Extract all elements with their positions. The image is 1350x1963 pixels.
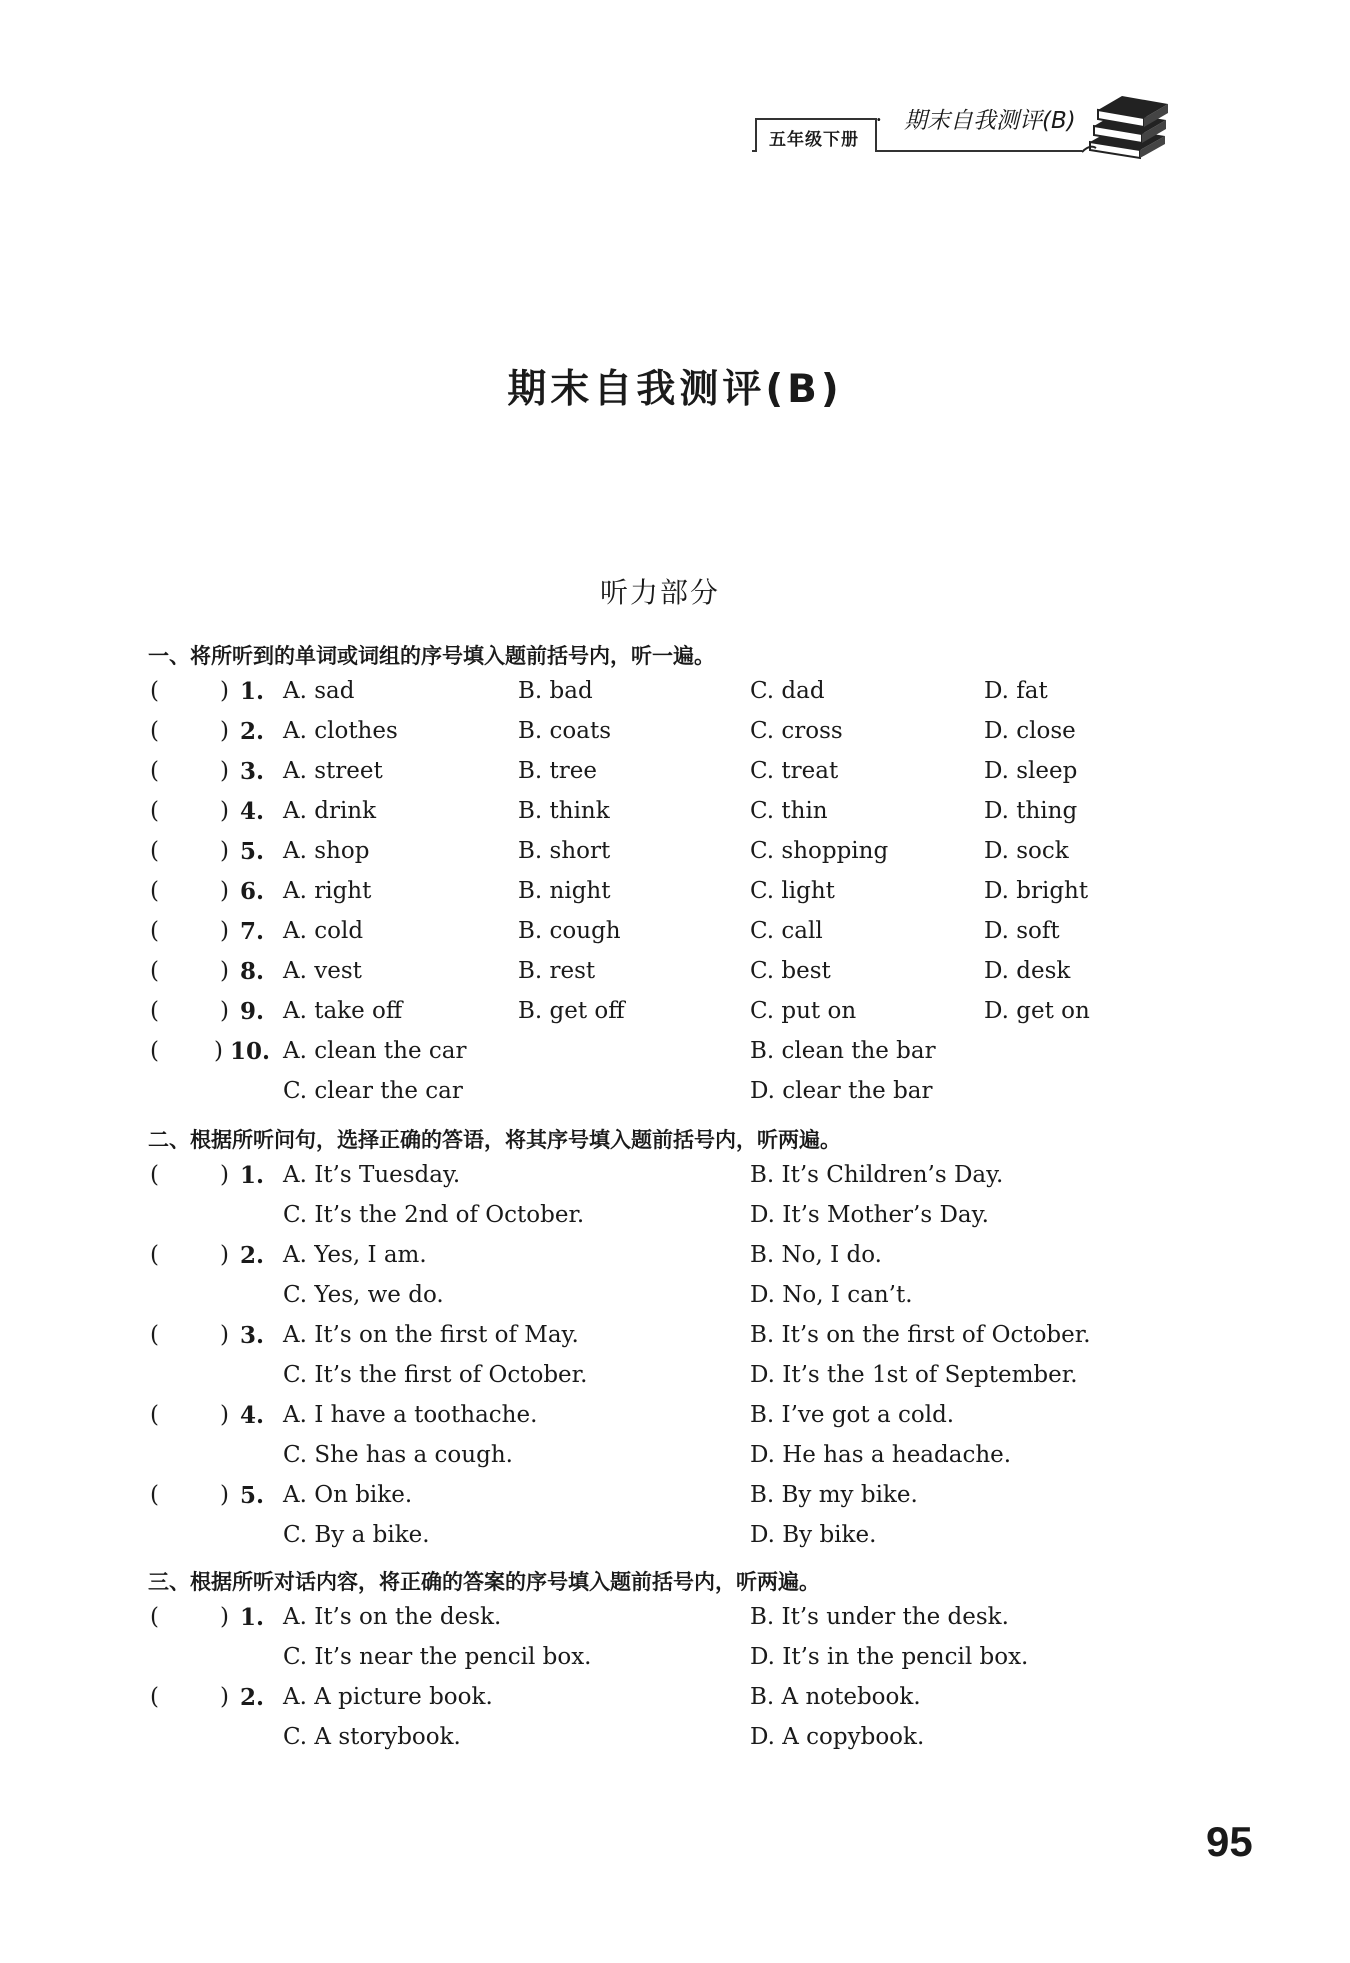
option-c: C. put on	[750, 998, 857, 1024]
option-a: A. shop	[283, 838, 370, 864]
option-c: C. Yes, we do.	[283, 1282, 444, 1308]
question-number: 2.	[240, 1684, 265, 1711]
answer-paren-close: )	[220, 758, 229, 784]
option-a: A. take off	[283, 998, 403, 1024]
question-row	[0, 958, 1350, 998]
answer-paren-close: )	[220, 1322, 229, 1348]
option-d: D. fat	[984, 678, 1048, 704]
option-d: D. thing	[984, 798, 1078, 824]
question-row	[0, 1202, 1350, 1242]
option-b: B. cough	[518, 918, 621, 944]
question-row	[0, 1724, 1350, 1764]
question-row	[0, 1684, 1350, 1724]
question-row	[0, 1362, 1350, 1402]
option-b: B. bad	[518, 678, 593, 704]
answer-paren-open: (	[150, 718, 159, 744]
answer-paren-open: (	[150, 1162, 159, 1188]
question-row	[0, 1078, 1350, 1118]
answer-paren-open: (	[150, 958, 159, 984]
answer-paren-open: (	[150, 838, 159, 864]
question-row	[0, 798, 1350, 838]
grade-label-box	[755, 118, 877, 152]
answer-paren-open: (	[150, 678, 159, 704]
answer-paren-close: )	[220, 678, 229, 704]
option-a: A. It’s Tuesday.	[283, 1162, 461, 1188]
running-header	[752, 100, 1172, 162]
question-row	[0, 1604, 1350, 1644]
option-a: A. cold	[283, 918, 364, 944]
question-row	[0, 1522, 1350, 1562]
question-number: 7.	[240, 918, 265, 945]
option-d: D. clear the bar	[750, 1078, 933, 1104]
option-b: B. get off	[518, 998, 625, 1024]
question-number: 4.	[240, 798, 265, 825]
option-a: A. It’s on the first of May.	[283, 1322, 579, 1348]
option-a: A. Yes, I am.	[283, 1242, 427, 1268]
option-b: B. A notebook.	[750, 1684, 921, 1710]
option-c: C. By a bike.	[283, 1522, 430, 1548]
section-heading-1: 一、将所听到的单词或词组的序号填入题前括号内，听一遍。	[148, 644, 715, 668]
answer-paren-close: )	[220, 998, 229, 1024]
option-c: C. shopping	[750, 838, 889, 864]
option-b: B. By my bike.	[750, 1482, 918, 1508]
question-row	[0, 1162, 1350, 1202]
option-b: B. rest	[518, 958, 596, 984]
question-number: 1.	[240, 1604, 265, 1631]
answer-paren-open: (	[150, 798, 159, 824]
answer-paren-open: (	[150, 918, 159, 944]
question-row	[0, 838, 1350, 878]
question-row	[0, 1482, 1350, 1522]
option-c: C. clear the car	[283, 1078, 463, 1104]
question-number: 2.	[240, 1242, 265, 1269]
option-a: A. It’s on the desk.	[283, 1604, 502, 1630]
option-d: D. It’s Mother’s Day.	[750, 1202, 989, 1228]
option-c: C. She has a cough.	[283, 1442, 513, 1468]
option-b: B. It’s on the first of October.	[750, 1322, 1091, 1348]
option-d: D. sock	[984, 838, 1069, 864]
answer-paren-open: (	[150, 1604, 159, 1630]
option-d: D. He has a headache.	[750, 1442, 1012, 1468]
option-d: D. soft	[984, 918, 1060, 944]
option-b: B. It’s under the desk.	[750, 1604, 1009, 1630]
question-number: 3.	[240, 1322, 265, 1349]
answer-paren-open: (	[150, 1242, 159, 1268]
question-row	[0, 998, 1350, 1038]
answer-paren-close: )	[220, 718, 229, 744]
option-a: A. I have a toothache.	[283, 1402, 538, 1428]
option-d: D. get on	[984, 998, 1090, 1024]
option-c: C. It’s the 2nd of October.	[283, 1202, 585, 1228]
question-row	[0, 758, 1350, 798]
question-row	[0, 1038, 1350, 1078]
answer-paren-open: (	[150, 998, 159, 1024]
option-d: D. close	[984, 718, 1076, 744]
option-a: A. sad	[283, 678, 355, 704]
option-c: C. thin	[750, 798, 828, 824]
page-title: 期末自我测评(B)	[507, 367, 843, 412]
option-a: A. On bike.	[283, 1482, 413, 1508]
option-a: A. street	[283, 758, 383, 784]
option-b: B. tree	[518, 758, 597, 784]
question-number: 5.	[240, 838, 265, 865]
option-c: C. cross	[750, 718, 843, 744]
answer-paren-open: (	[150, 1482, 159, 1508]
option-c: C. It’s near the pencil box.	[283, 1644, 592, 1670]
option-d: D. sleep	[984, 758, 1078, 784]
question-number: 3.	[240, 758, 265, 785]
option-b: B. night	[518, 878, 611, 904]
option-c: C. light	[750, 878, 835, 904]
answer-paren-close: )	[220, 838, 229, 864]
option-b: B. clean the bar	[750, 1038, 936, 1064]
option-c: C. best	[750, 958, 831, 984]
answer-paren-close: )	[220, 1402, 229, 1428]
option-a: A. vest	[283, 958, 362, 984]
option-b: B. short	[518, 838, 611, 864]
option-c: C. call	[750, 918, 823, 944]
question-number: 2.	[240, 718, 265, 745]
question-row	[0, 678, 1350, 718]
option-b: B. coats	[518, 718, 612, 744]
grade-label: 五年级下册	[769, 130, 859, 150]
question-number: 5.	[240, 1482, 265, 1509]
answer-paren-open: (	[150, 1402, 159, 1428]
option-a: A. drink	[283, 798, 377, 824]
question-row	[0, 918, 1350, 958]
header-dot: ·	[876, 110, 882, 129]
section-subtitle: 听力部分	[599, 576, 720, 609]
option-b: B. It’s Children’s Day.	[750, 1162, 1004, 1188]
question-row	[0, 1402, 1350, 1442]
option-d: D. It’s the 1st of September.	[750, 1362, 1078, 1388]
question-number: 6.	[240, 878, 265, 905]
option-d: D. A copybook.	[750, 1724, 925, 1750]
option-a: A. A picture book.	[283, 1684, 493, 1710]
books-icon	[1080, 92, 1170, 162]
question-row	[0, 1442, 1350, 1482]
answer-paren-open: (	[150, 758, 159, 784]
header-title: 期末自我测评(B)	[904, 108, 1076, 134]
option-a: A. clean the car	[283, 1038, 467, 1064]
option-a: A. clothes	[283, 718, 398, 744]
answer-paren-close: )	[220, 1684, 229, 1710]
option-d: D. bright	[984, 878, 1089, 904]
option-c: C. treat	[750, 758, 839, 784]
answer-paren-close: )	[220, 798, 229, 824]
option-d: D. It’s in the pencil box.	[750, 1644, 1029, 1670]
answer-paren-close: )	[220, 1604, 229, 1630]
answer-paren-close: )	[220, 1482, 229, 1508]
section-heading-3: 三、根据所听对话内容，将正确的答案的序号填入题前括号内，听两遍。	[148, 1570, 820, 1594]
option-b: B. I’ve got a cold.	[750, 1402, 955, 1428]
answer-paren-close: )	[214, 1038, 223, 1064]
option-b: B. No, I do.	[750, 1242, 882, 1268]
answer-paren-close: )	[220, 1162, 229, 1188]
option-d: D. By bike.	[750, 1522, 877, 1548]
answer-paren-open: (	[150, 1684, 159, 1710]
option-a: A. right	[283, 878, 372, 904]
section-heading-2: 二、根据所听问句，选择正确的答语，将其序号填入题前括号内，听两遍。	[148, 1128, 841, 1152]
question-row	[0, 718, 1350, 758]
option-c: C. dad	[750, 678, 825, 704]
answer-paren-close: )	[220, 1242, 229, 1268]
option-c: C. A storybook.	[283, 1724, 461, 1750]
answer-paren-open: (	[150, 878, 159, 904]
question-row	[0, 1644, 1350, 1684]
answer-paren-open: (	[150, 1038, 159, 1064]
question-number: 1.	[240, 678, 265, 705]
question-number: 9.	[240, 998, 265, 1025]
question-row	[0, 878, 1350, 918]
answer-paren-close: )	[220, 878, 229, 904]
question-number: 1.	[240, 1162, 265, 1189]
question-row	[0, 1242, 1350, 1282]
answer-paren-close: )	[220, 918, 229, 944]
question-number: 8.	[240, 958, 265, 985]
page-number: 95	[1206, 1818, 1253, 1865]
answer-paren-close: )	[220, 958, 229, 984]
question-row	[0, 1282, 1350, 1322]
answer-paren-open: (	[150, 1322, 159, 1348]
question-row	[0, 1322, 1350, 1362]
question-number: 4.	[240, 1402, 265, 1429]
option-b: B. think	[518, 798, 610, 824]
question-number: 10.	[230, 1038, 271, 1065]
option-d: D. No, I can’t.	[750, 1282, 913, 1308]
option-d: D. desk	[984, 958, 1071, 984]
option-c: C. It’s the first of October.	[283, 1362, 588, 1388]
